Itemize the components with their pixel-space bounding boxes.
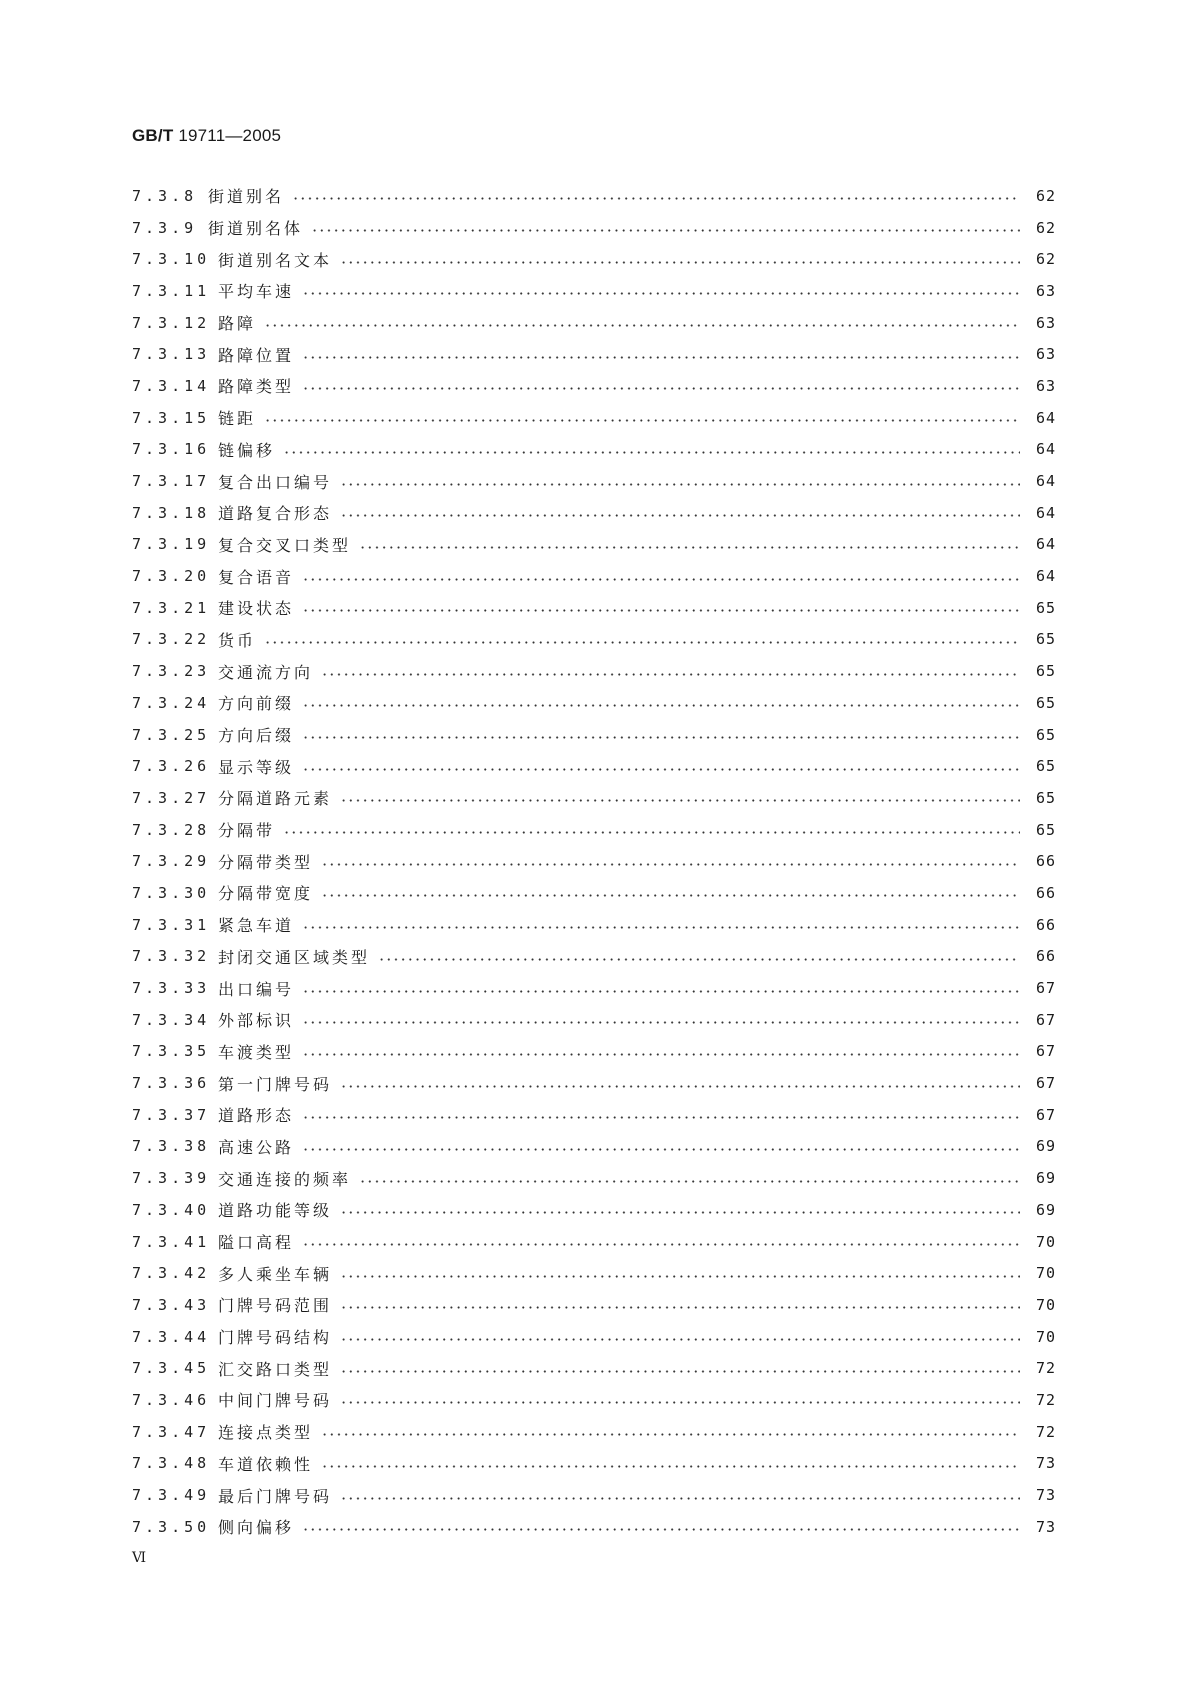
toc-entry-title: 平均车速 — [218, 282, 295, 302]
toc-entry-page: 72 — [1035, 1359, 1056, 1378]
toc-entry-page: 62 — [1035, 218, 1056, 237]
toc-leader-dots — [302, 292, 1020, 295]
toc-entry-page: 67 — [1035, 1042, 1056, 1061]
toc-leader-dots — [302, 768, 1020, 771]
toc-entry[interactable] — [132, 1479, 1056, 1511]
toc-leader-dots — [340, 1211, 1020, 1214]
toc-entry-page: 66 — [1035, 852, 1056, 871]
toc-entry[interactable] — [132, 1257, 1056, 1289]
toc-leader-dots — [302, 736, 1020, 739]
toc-entry-page: 66 — [1035, 947, 1056, 966]
toc-entry[interactable] — [132, 1162, 1056, 1194]
toc-entry-title: 链距 — [218, 409, 257, 429]
toc-entry-page: 72 — [1035, 1422, 1056, 1441]
toc-entry-number: 7.3.15 — [132, 408, 211, 427]
toc-entry-title: 封闭交通区域类型 — [218, 947, 371, 967]
toc-entry-page: 67 — [1035, 1105, 1056, 1124]
toc-entry-page: 65 — [1035, 662, 1056, 681]
table-of-contents — [132, 180, 1056, 1543]
toc-entry-number: 7.3.17 — [132, 472, 211, 491]
toc-entry-page: 63 — [1035, 345, 1056, 364]
toc-entry-page: 69 — [1035, 1137, 1056, 1156]
toc-entry-page: 67 — [1035, 1010, 1056, 1029]
toc-leader-dots — [283, 451, 1020, 454]
toc-entry[interactable] — [132, 370, 1056, 402]
toc-entry-title: 最后门牌号码 — [218, 1486, 333, 1506]
toc-entry[interactable] — [132, 243, 1056, 275]
toc-leader-dots — [321, 863, 1020, 866]
toc-leader-dots — [311, 229, 1020, 232]
toc-entry-title: 路障 — [218, 314, 257, 334]
toc-entry-number: 7.3.40 — [132, 1200, 211, 1219]
toc-entry-number: 7.3.9 — [132, 218, 198, 237]
toc-entry-page: 73 — [1035, 1517, 1056, 1536]
toc-entry-page: 63 — [1035, 376, 1056, 395]
toc-entry-page: 64 — [1035, 472, 1056, 491]
toc-entry[interactable] — [132, 687, 1056, 719]
toc-entry-page: 65 — [1035, 757, 1056, 776]
toc-entry-page: 65 — [1035, 630, 1056, 649]
toc-entry[interactable] — [132, 909, 1056, 941]
toc-leader-dots — [302, 387, 1020, 390]
toc-leader-dots — [302, 1148, 1020, 1151]
toc-entry-number: 7.3.36 — [132, 1074, 211, 1093]
toc-leader-dots — [359, 1180, 1020, 1183]
toc-entry-number: 7.3.12 — [132, 313, 211, 332]
toc-entry-page: 65 — [1035, 693, 1056, 712]
toc-entry[interactable] — [132, 655, 1056, 687]
toc-entry-title: 门牌号码结构 — [218, 1328, 333, 1348]
toc-entry-page: 62 — [1035, 186, 1056, 205]
toc-entry[interactable] — [132, 434, 1056, 466]
toc-entry-number: 7.3.19 — [132, 535, 211, 554]
toc-entry-number: 7.3.25 — [132, 725, 211, 744]
toc-entry-title: 分隔带宽度 — [218, 884, 314, 904]
toc-leader-dots — [264, 641, 1020, 644]
toc-entry-title: 路障类型 — [218, 377, 295, 397]
toc-entry[interactable] — [132, 497, 1056, 529]
toc-leader-dots — [340, 1497, 1020, 1500]
toc-entry[interactable] — [132, 1194, 1056, 1226]
toc-entry-page: 65 — [1035, 725, 1056, 744]
toc-entry-page: 72 — [1035, 1390, 1056, 1409]
toc-entry-number: 7.3.47 — [132, 1422, 211, 1441]
toc-leader-dots — [340, 1085, 1020, 1088]
toc-entry-title: 分隔带类型 — [218, 852, 314, 872]
toc-entry-title: 分隔道路元素 — [218, 789, 333, 809]
toc-entry-page: 69 — [1035, 1200, 1056, 1219]
toc-entry[interactable] — [132, 750, 1056, 782]
toc-entry[interactable] — [132, 1289, 1056, 1321]
toc-entry-number: 7.3.35 — [132, 1042, 211, 1061]
toc-entry-title: 出口编号 — [218, 979, 295, 999]
toc-entry-number: 7.3.49 — [132, 1486, 211, 1505]
toc-leader-dots — [302, 1243, 1020, 1246]
toc-entry-number: 7.3.34 — [132, 1010, 211, 1029]
toc-entry-number: 7.3.33 — [132, 979, 211, 998]
toc-entry[interactable] — [132, 972, 1056, 1004]
toc-leader-dots — [302, 578, 1020, 581]
toc-entry-page: 73 — [1035, 1454, 1056, 1473]
toc-entry[interactable] — [132, 814, 1056, 846]
toc-entry-title: 中间门牌号码 — [218, 1391, 333, 1411]
toc-entry-title: 车渡类型 — [218, 1042, 295, 1062]
toc-entry-title: 街道别名文本 — [218, 250, 333, 270]
toc-entry[interactable] — [132, 1511, 1056, 1543]
toc-entry-title: 连接点类型 — [218, 1423, 314, 1443]
toc-entry-title: 复合交叉口类型 — [218, 535, 352, 555]
toc-entry-number: 7.3.37 — [132, 1105, 211, 1124]
toc-leader-dots — [264, 419, 1020, 422]
toc-leader-dots — [283, 831, 1020, 834]
toc-entry-title: 显示等级 — [218, 757, 295, 777]
toc-entry[interactable] — [132, 338, 1056, 370]
toc-entry[interactable] — [132, 1036, 1056, 1068]
toc-entry-number: 7.3.42 — [132, 1264, 211, 1283]
toc-leader-dots — [340, 261, 1020, 264]
toc-entry-number: 7.3.27 — [132, 788, 211, 807]
toc-entry-number: 7.3.18 — [132, 503, 211, 522]
toc-entry-number: 7.3.26 — [132, 757, 211, 776]
toc-leader-dots — [292, 197, 1020, 200]
toc-leader-dots — [340, 799, 1020, 802]
toc-entry[interactable] — [132, 624, 1056, 656]
toc-entry-number: 7.3.32 — [132, 947, 211, 966]
toc-entry-page: 64 — [1035, 567, 1056, 586]
toc-entry-page: 66 — [1035, 915, 1056, 934]
toc-entry[interactable] — [132, 1448, 1056, 1480]
toc-entry[interactable] — [132, 275, 1056, 307]
toc-leader-dots — [340, 1370, 1020, 1373]
toc-leader-dots — [378, 958, 1020, 961]
toc-entry-number: 7.3.31 — [132, 915, 211, 934]
toc-entry-title: 多人乘坐车辆 — [218, 1264, 333, 1284]
toc-entry-number: 7.3.11 — [132, 281, 211, 300]
toc-entry[interactable] — [132, 719, 1056, 751]
toc-entry-number: 7.3.21 — [132, 598, 211, 617]
toc-entry-title: 汇交路口类型 — [218, 1359, 333, 1379]
toc-entry-number: 7.3.10 — [132, 250, 211, 269]
toc-entry[interactable] — [132, 402, 1056, 434]
toc-entry-title: 第一门牌号码 — [218, 1074, 333, 1094]
toc-entry[interactable] — [132, 941, 1056, 973]
standard-prefix: GB/T — [132, 126, 174, 145]
toc-entry[interactable] — [132, 1416, 1056, 1448]
toc-entry-title: 交通流方向 — [218, 662, 314, 682]
toc-entry-title: 交通连接的频率 — [218, 1169, 352, 1189]
toc-leader-dots — [302, 704, 1020, 707]
toc-leader-dots — [302, 990, 1020, 993]
toc-entry-number: 7.3.50 — [132, 1517, 211, 1536]
toc-entry-number: 7.3.23 — [132, 662, 211, 681]
toc-entry-number: 7.3.45 — [132, 1359, 211, 1378]
toc-entry[interactable] — [132, 1321, 1056, 1353]
toc-entry-title: 方向前缀 — [218, 694, 295, 714]
toc-entry[interactable] — [132, 1352, 1056, 1384]
toc-entry-number: 7.3.22 — [132, 630, 211, 649]
toc-entry-number: 7.3.20 — [132, 567, 211, 586]
toc-entry[interactable] — [132, 1099, 1056, 1131]
toc-leader-dots — [264, 324, 1020, 327]
toc-entry-page: 63 — [1035, 281, 1056, 300]
toc-leader-dots — [340, 514, 1020, 517]
toc-leader-dots — [321, 1433, 1020, 1436]
toc-entry-number: 7.3.16 — [132, 440, 211, 459]
toc-leader-dots — [321, 1465, 1020, 1468]
toc-entry-number: 7.3.13 — [132, 345, 211, 364]
toc-entry-number: 7.3.39 — [132, 1169, 211, 1188]
toc-entry-page: 63 — [1035, 313, 1056, 332]
toc-entry[interactable] — [132, 529, 1056, 561]
toc-entry-page: 73 — [1035, 1486, 1056, 1505]
toc-entry-page: 70 — [1035, 1232, 1056, 1251]
toc-entry[interactable] — [132, 1384, 1056, 1416]
toc-leader-dots — [340, 1275, 1020, 1278]
toc-entry-title: 货币 — [218, 630, 257, 650]
toc-entry[interactable] — [132, 307, 1056, 339]
toc-entry-title: 门牌号码范围 — [218, 1296, 333, 1316]
toc-entry-number: 7.3.44 — [132, 1327, 211, 1346]
toc-entry-title: 建设状态 — [218, 599, 295, 619]
toc-entry-number: 7.3.43 — [132, 1295, 211, 1314]
toc-entry-number: 7.3.24 — [132, 693, 211, 712]
toc-entry[interactable] — [132, 560, 1056, 592]
toc-entry-number: 7.3.29 — [132, 852, 211, 871]
toc-entry-number: 7.3.30 — [132, 883, 211, 902]
toc-entry[interactable] — [132, 212, 1056, 244]
toc-entry-page: 66 — [1035, 883, 1056, 902]
toc-leader-dots — [302, 926, 1020, 929]
toc-leader-dots — [302, 609, 1020, 612]
toc-entry-title: 街道别名 — [208, 187, 285, 207]
toc-entry-title: 外部标识 — [218, 1011, 295, 1031]
toc-entry[interactable] — [132, 877, 1056, 909]
toc-leader-dots — [321, 673, 1020, 676]
page-number: Ⅵ — [132, 1550, 148, 1566]
toc-entry-title: 方向后缀 — [218, 726, 295, 746]
toc-leader-dots — [321, 894, 1020, 897]
toc-entry-page: 67 — [1035, 1074, 1056, 1093]
toc-entry-page: 64 — [1035, 408, 1056, 427]
toc-entry-page: 65 — [1035, 788, 1056, 807]
toc-entry-title: 街道别名体 — [208, 219, 304, 239]
toc-leader-dots — [340, 1306, 1020, 1309]
toc-entry[interactable] — [132, 782, 1056, 814]
toc-entry-title: 道路复合形态 — [218, 504, 333, 524]
toc-entry-title: 高速公路 — [218, 1137, 295, 1157]
toc-entry[interactable] — [132, 1004, 1056, 1036]
toc-entry-title: 道路功能等级 — [218, 1201, 333, 1221]
toc-leader-dots — [302, 1053, 1020, 1056]
toc-entry-page: 64 — [1035, 440, 1056, 459]
toc-leader-dots — [302, 1528, 1020, 1531]
toc-leader-dots — [302, 1021, 1020, 1024]
toc-entry-number: 7.3.38 — [132, 1137, 211, 1156]
toc-entry-page: 65 — [1035, 820, 1056, 839]
toc-leader-dots — [340, 1338, 1020, 1341]
toc-leader-dots — [302, 356, 1020, 359]
toc-entry-title: 紧急车道 — [218, 916, 295, 936]
toc-entry-number: 7.3.41 — [132, 1232, 211, 1251]
toc-entry-page: 62 — [1035, 250, 1056, 269]
toc-entry-title: 侧向偏移 — [218, 1518, 295, 1538]
toc-entry-number: 7.3.14 — [132, 376, 211, 395]
toc-entry-page: 69 — [1035, 1169, 1056, 1188]
toc-entry[interactable] — [132, 845, 1056, 877]
toc-leader-dots — [340, 1401, 1020, 1404]
document-code-header — [132, 126, 281, 146]
toc-entry-page: 65 — [1035, 598, 1056, 617]
toc-entry-page: 70 — [1035, 1327, 1056, 1346]
standard-number: 19711—2005 — [173, 126, 282, 145]
toc-entry-title: 分隔带 — [218, 821, 276, 841]
toc-entry-page: 64 — [1035, 535, 1056, 554]
toc-entry-page: 70 — [1035, 1264, 1056, 1283]
toc-entry[interactable] — [132, 1131, 1056, 1163]
toc-leader-dots — [302, 1116, 1020, 1119]
toc-entry-page: 64 — [1035, 503, 1056, 522]
toc-entry-title: 复合出口编号 — [218, 472, 333, 492]
toc-entry-number: 7.3.8 — [132, 186, 198, 205]
toc-entry-title: 隘口高程 — [218, 1233, 295, 1253]
toc-entry[interactable] — [132, 180, 1056, 212]
toc-entry[interactable] — [132, 592, 1056, 624]
toc-entry-number: 7.3.46 — [132, 1390, 211, 1409]
toc-entry-page: 67 — [1035, 979, 1056, 998]
toc-entry[interactable] — [132, 1226, 1056, 1258]
toc-entry-number: 7.3.28 — [132, 820, 211, 839]
toc-entry-title: 车道依赖性 — [218, 1454, 314, 1474]
toc-leader-dots — [340, 483, 1020, 486]
toc-leader-dots — [359, 546, 1020, 549]
toc-entry[interactable] — [132, 465, 1056, 497]
toc-entry-number: 7.3.48 — [132, 1454, 211, 1473]
toc-entry-title: 道路形态 — [218, 1106, 295, 1126]
toc-entry-title: 链偏移 — [218, 440, 276, 460]
toc-entry-page: 70 — [1035, 1295, 1056, 1314]
toc-entry[interactable] — [132, 1067, 1056, 1099]
toc-entry-title: 复合语音 — [218, 567, 295, 587]
toc-entry-title: 路障位置 — [218, 345, 295, 365]
